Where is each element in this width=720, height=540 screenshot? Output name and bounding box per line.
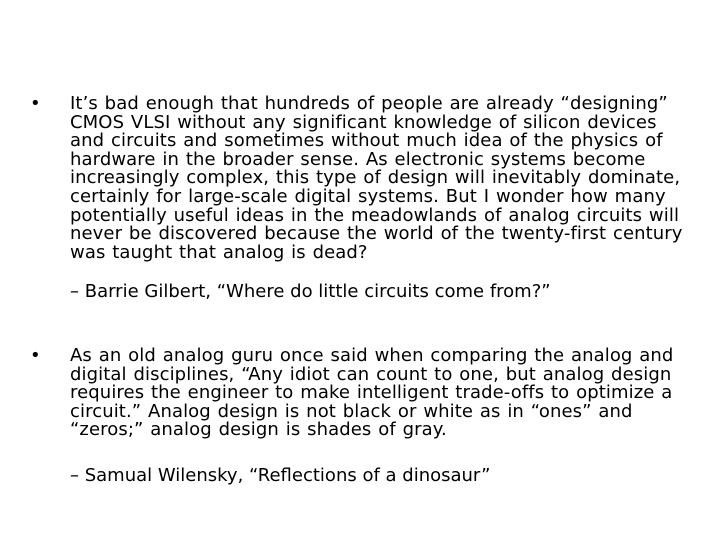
quote-attribution: – Barrie Gilbert, “Where do little circuits come from?” [70,281,551,303]
quote-attribution: – Samual Wilensky, “Reflections of a dinosaur” [70,464,491,486]
bullet-marker: • [30,345,41,366]
quote-text: It’s bad enough that hundreds of people are already “designing” CMOS VLSI without any significant knowledge of silicon devices and circuits and sometimes without much idea of the physics of hardware in the broader sense. As electronic systems become increasingly complex, this type of design will inevitably dominate, certainly for large-scale digital systems. But I wonder how many potentially useful ideas in the meadowlands of analog circuits will never be discovered because the world of the twenty-first century was taught that analog is dead? [70,93,683,263]
bullet-row [30,95,690,262]
bullet-item-wilensky [30,347,690,486]
bullet-item-gilbert [30,95,690,302]
quote-text: As an old analog guru once said when comparing the analog and digital disciplines, “Any idiot can count to one, but analog design requires the engineer to make intelligent trade-offs to optimize a circuit.” Analog design is not black or white as in “ones” and “zeros;” analog design is shades of gray. [70,345,674,441]
bullet-row [30,347,690,440]
bullet-marker: • [30,93,41,114]
